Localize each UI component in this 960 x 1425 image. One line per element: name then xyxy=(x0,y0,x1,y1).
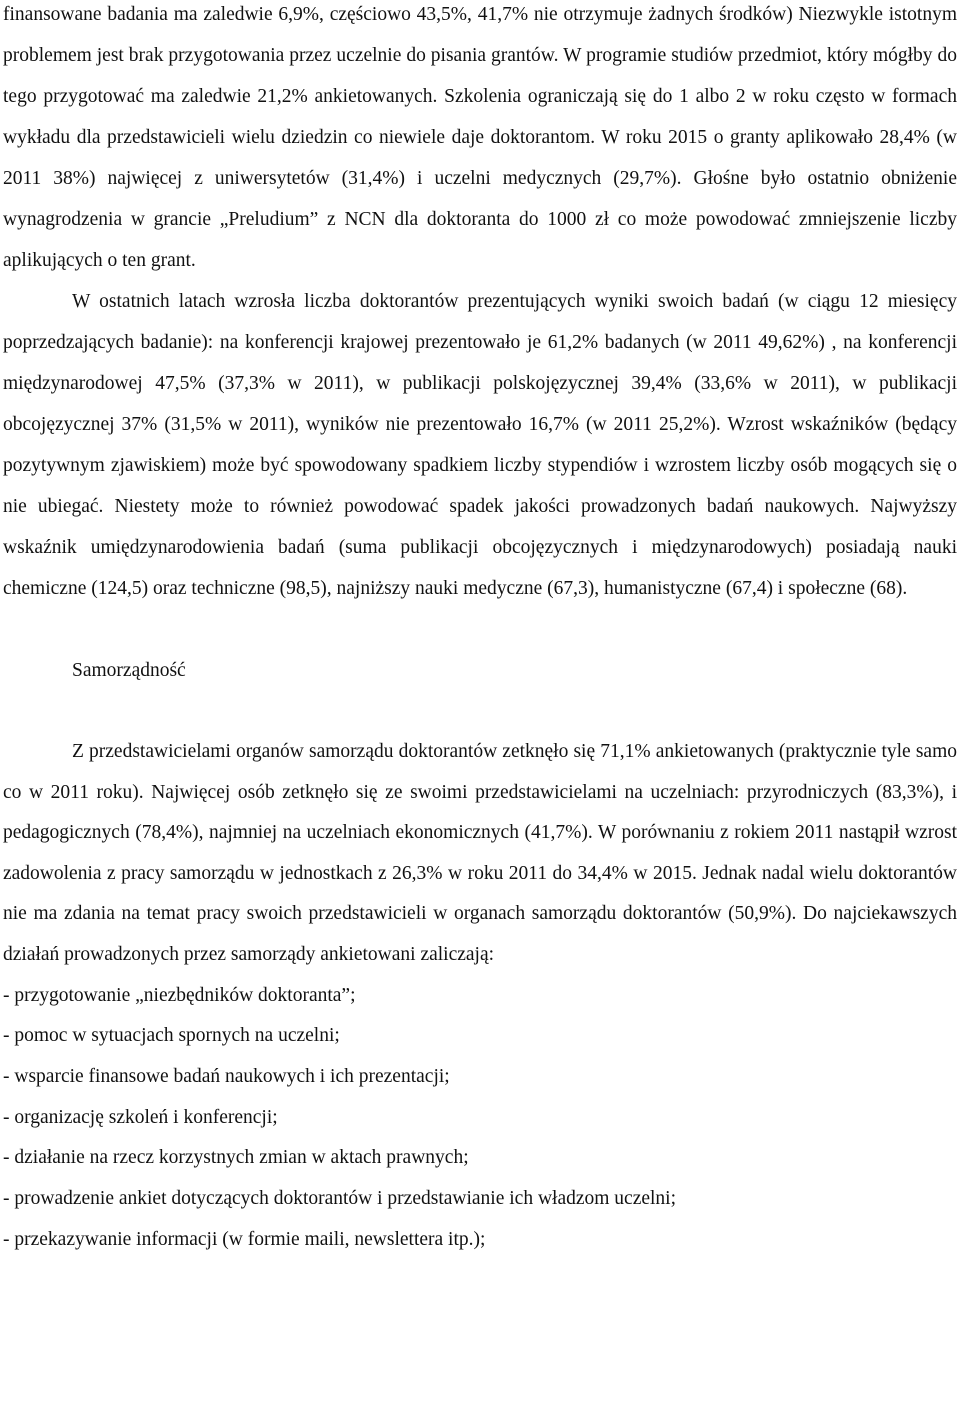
document-page xyxy=(3,0,957,1260)
paragraph-self-government: Z przedstawicielami organów samorządu doktorantów zetknęło się 71,1% ankietowanych (praktycznie tyle samo co w 2011 roku). Najwięcej osób zetknęło się ze swoimi przedstawicielami na uczelniach: przyrodniczych (83,3%), i pedagogicznych (78,4%), najmniej na uczelniach ekonomicznych (41,7%). W porównaniu z rokiem 2011 nastąpił wzrost zadowolenia z pracy samorządu w jednostkach z 26,3% w roku 2011 do 34,4% w 2015. Jednak nadal wielu doktorantów nie ma zdania na temat pracy swoich przedstawicieli w organach samorządu doktorantów (50,9%). Do najciekawszych działań prowadzonych przez samorządy ankietowani zaliczają: xyxy=(3,741,957,965)
list-item: - organizację szkoleń i konferencji; xyxy=(3,1106,278,1128)
list-item: - wsparcie finansowe badań naukowych i ich prezentacji; xyxy=(3,1065,450,1087)
list-item: - przekazywanie informacji (w formie maili, newslettera itp.); xyxy=(3,1228,486,1250)
list-item: - prowadzenie ankiet dotyczących doktorantów i przedstawianie ich władzom uczelni; xyxy=(3,1188,677,1210)
list-item: - pomoc w sytuacjach spornych na uczelni; xyxy=(3,1025,340,1047)
spacer xyxy=(3,691,957,732)
paragraph-grants: finansowane badania ma zaledwie 6,9%, częściowo 43,5%, 41,7% nie otrzymuje żadnych środków) Niezwykle istotnym problemem jest brak przygotowania przez uczelnie do pisania grantów. W programie studiów przedmiot, który mógłby do tego przygotować ma zaledwie 21,2% ankietowanych. Szkolenia ograniczają się do 1 albo 2 w roku często w formach wykładu dla przedstawicieli wielu dziedzin co niewiele daje doktorantom. W roku 2015 o granty aplikowało 28,4% (w 2011 38%) najwięcej z uniwersytetów (31,4%) i uczelni medycznych (29,7%). Głośne było ostatnio obniżenie wynagrodzenia w grancie „Preludium” z NCN dla doktoranta do 1000 zł co może powodować zmniejszenie liczby aplikujących o ten grant. xyxy=(3,4,957,271)
list-item: - działanie na rzecz korzystnych zmian w aktach prawnych; xyxy=(3,1147,469,1169)
list-item: - przygotowanie „niezbędników doktoranta”; xyxy=(3,984,356,1006)
spacer xyxy=(3,609,957,650)
paragraph-research-presentation: W ostatnich latach wzrosła liczba doktorantów prezentujących wyniki swoich badań (w ciągu 12 miesięcy poprzedzających badanie): na konferencji krajowej prezentowało je 61,2% badanych (w 2011 49,62%) , na konferencji międzynarodowej 47,5% (37,3% w 2011), w publikacji polskojęzycznej 39,4% (33,6% w 2011), w publikacji obcojęzycznej 37% (31,5% w 2011), wyników nie prezentowało 16,7% (w 2011 25,2%). Wzrost wskaźników (będący pozytywnym zjawiskiem) może być spowodowany spadkiem liczby stypendiów i wzrostem liczby osób mogących się o nie ubiegać. Niestety może to również powodować spadek jakości prowadzonych badań naukowych. Najwyższy wskaźnik umiędzynarodowienia badań (suma publikacji obcojęzycznych i międzynarodowych) posiadają nauki chemiczne (124,5) oraz techniczne (98,5), najniższy nauki medyczne (67,3), humanistyczne (67,4) i społeczne (68). xyxy=(3,291,957,599)
activities-list xyxy=(3,976,957,1261)
section-heading: Samorządność xyxy=(72,660,186,681)
